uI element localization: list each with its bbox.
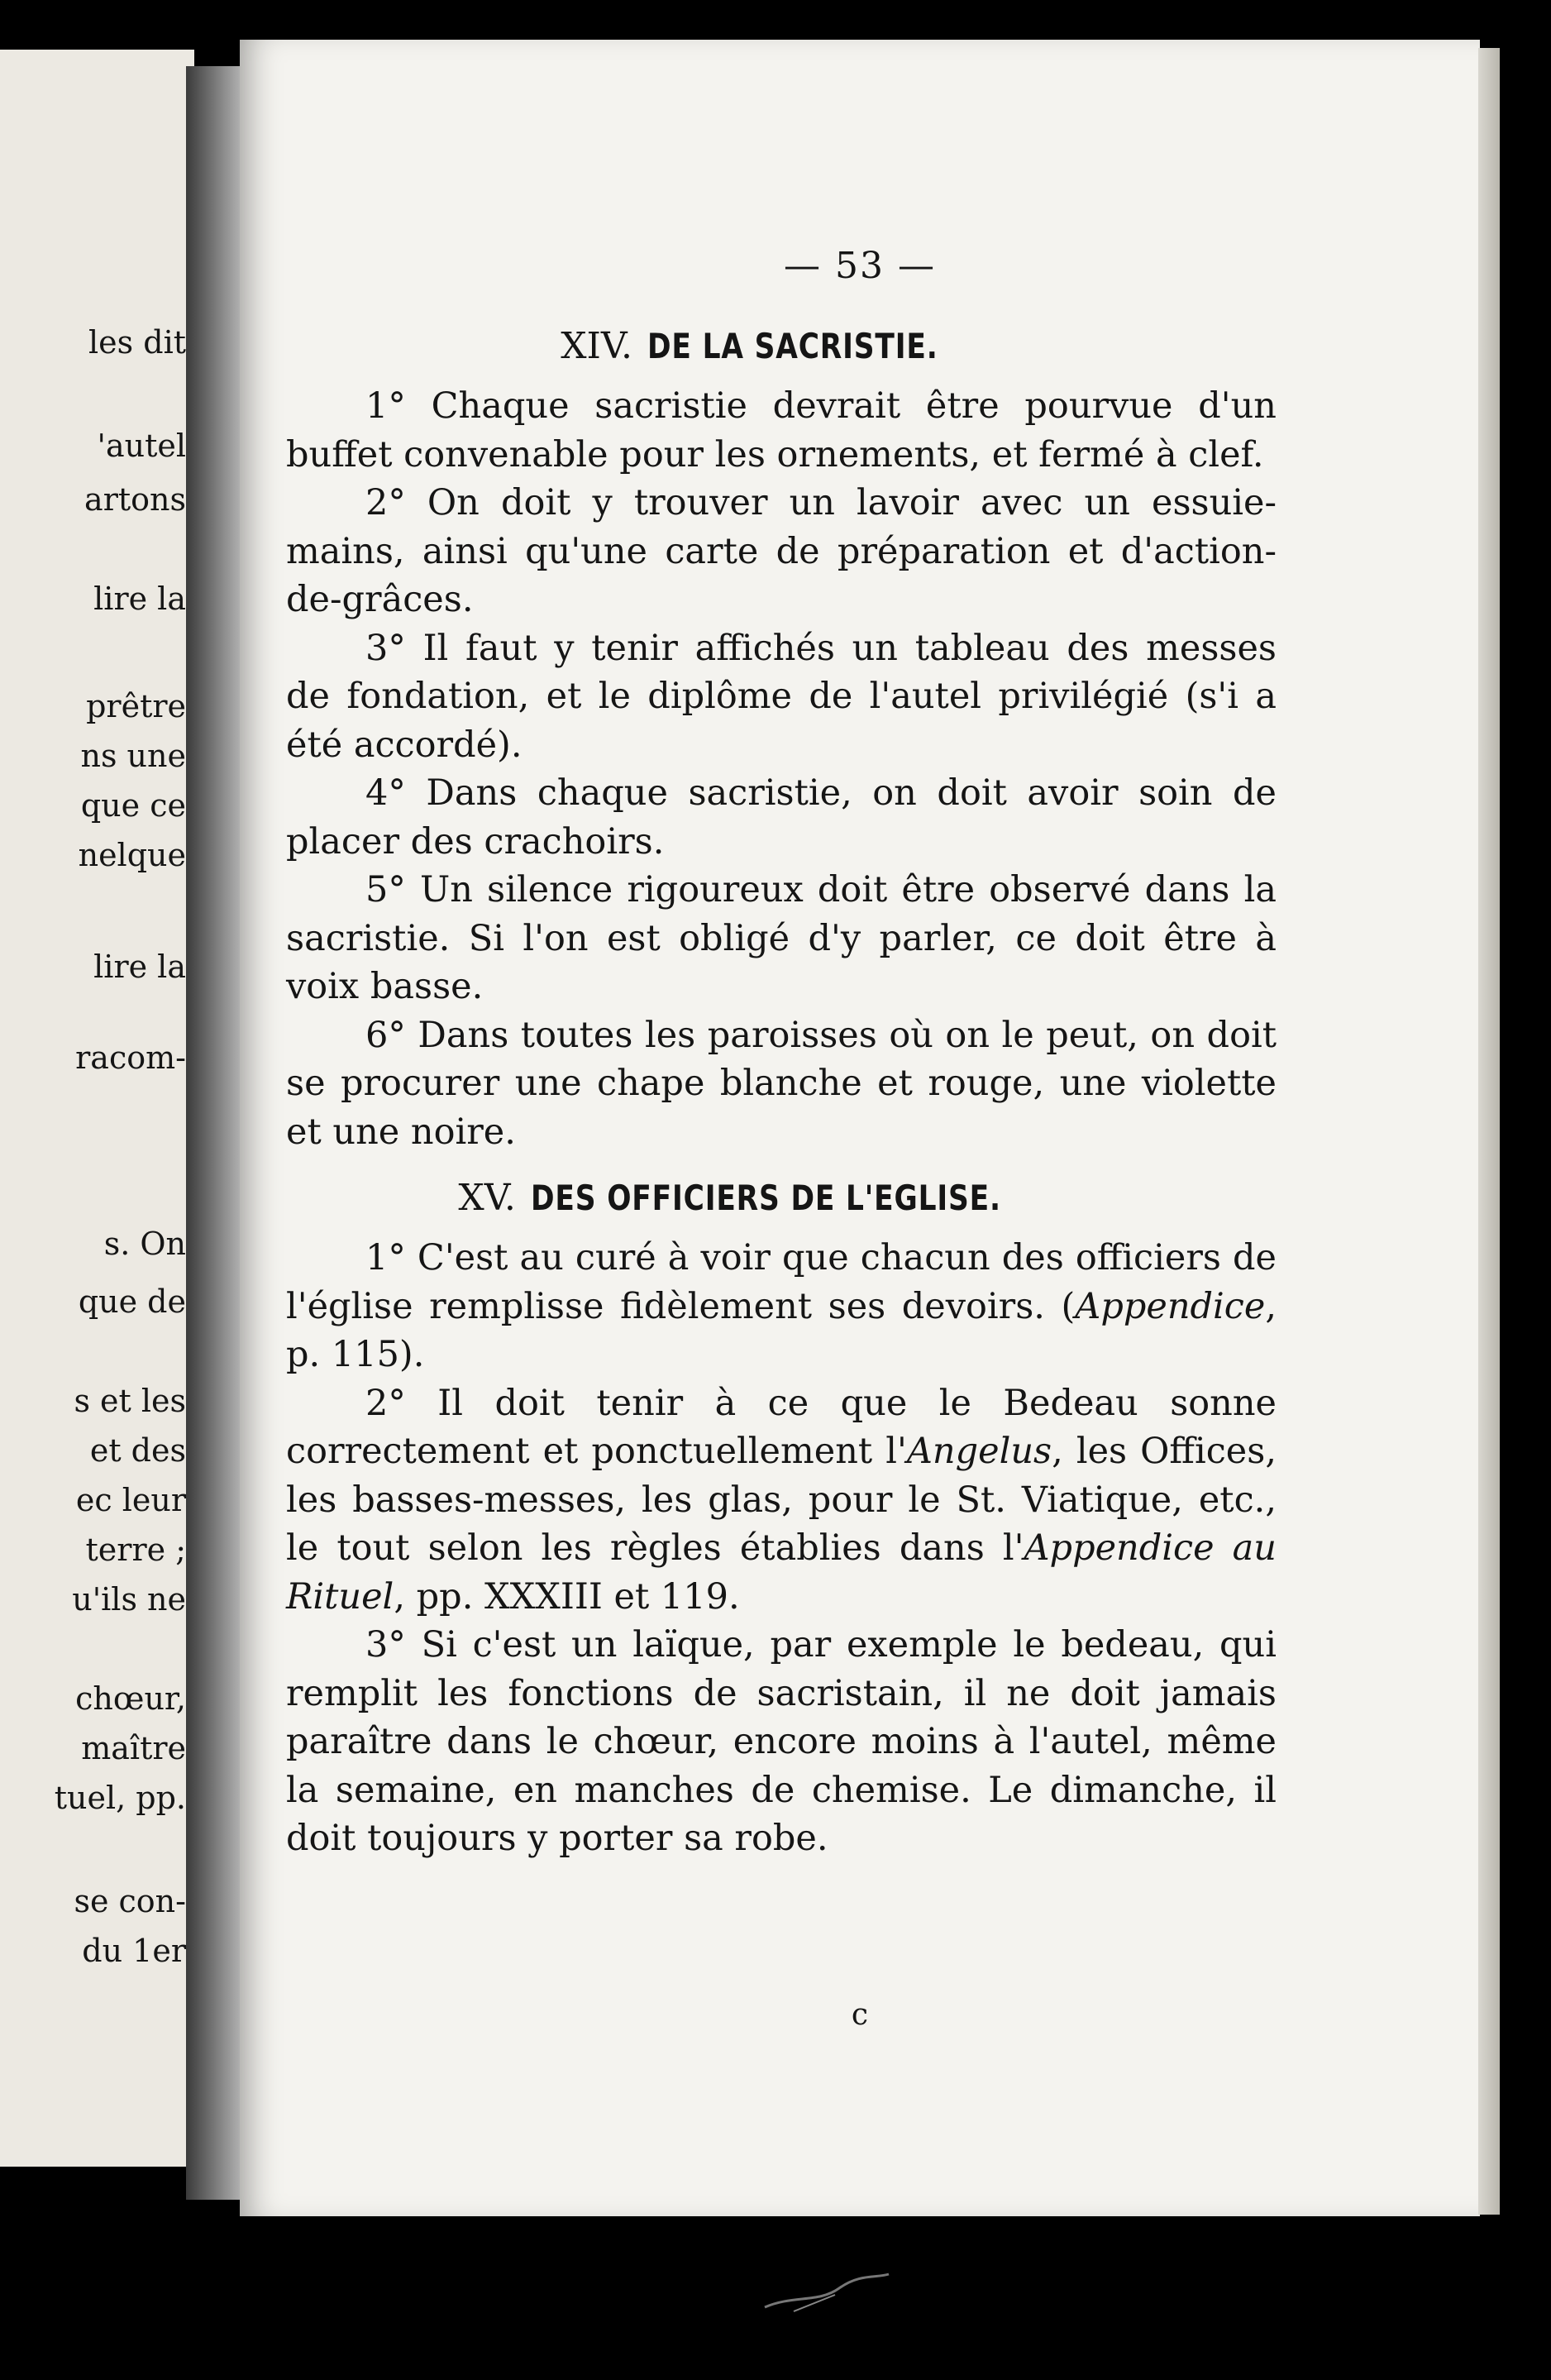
left-page-fragment: les dit xyxy=(88,324,186,361)
left-page-fragment: ns une xyxy=(80,738,186,774)
left-page-fragment: lire la xyxy=(93,581,186,617)
italic-reference: Appendice xyxy=(1075,1285,1266,1327)
paragraph: 1° Chaque sacristie devrait être pourvue d'un buffet convenable pour les ornements, et fermé à clef. xyxy=(286,385,1277,476)
paragraph-text: 1° C'est au curé à voir que chacun des officiers de l'église remplisse fidèlement ses devoirs. ( xyxy=(286,1237,1277,1327)
left-page-fragment: et des xyxy=(89,1432,186,1469)
section-number: XV. xyxy=(458,1177,516,1219)
paragraph xyxy=(286,1234,1277,1379)
section-heading-xiv xyxy=(286,321,1277,372)
left-page-fragment: que ce xyxy=(80,787,186,824)
paragraph xyxy=(286,1379,1277,1622)
paragraph: 4° Dans chaque sacristie, on doit avoir soin de placer des crachoirs. xyxy=(286,772,1277,863)
paragraph-text: , p. 115). xyxy=(286,1285,1277,1375)
paragraph: 2° On doit y trouver un lavoir avec un essuie-mains, ainsi qu'une carte de préparation et d'action-de-grâces. xyxy=(286,482,1277,620)
left-page-fragment: artons xyxy=(84,481,186,518)
left-page-fragment: 'autel xyxy=(97,428,186,464)
book-page xyxy=(240,40,1480,2216)
left-page-fragment: se con- xyxy=(74,1883,186,1919)
left-page-fragment: s. On xyxy=(103,1226,186,1262)
section-heading-xv xyxy=(286,1173,1277,1224)
paragraph: 3° Il faut y tenir affichés un tableau des messes de fondation, et le diplôme de l'autel privilégié (s'i a été accordé). xyxy=(286,627,1277,766)
left-page-fragment: que de xyxy=(78,1283,186,1320)
left-page-fragment: maître xyxy=(81,1730,186,1766)
italic-reference: Appendice au Rituel xyxy=(286,1527,1277,1618)
left-page-fragment: chœur, xyxy=(75,1680,186,1717)
left-page-fragment: s et les xyxy=(74,1383,186,1419)
paragraph-text: , pp. XXXIII et 119. xyxy=(394,1575,740,1618)
left-page-fragment: lire la xyxy=(93,949,186,985)
section-title: DES OFFICIERS DE L'EGLISE. xyxy=(530,1178,1001,1218)
pencil-scribble-mark xyxy=(761,2270,893,2320)
left-page-fragment: terre ; xyxy=(85,1532,186,1568)
paragraph: 3° Si c'est un laïque, par exemple le bedeau, qui remplit les fonctions de sacristain, il ne doit jamais paraître dans le chœur, encore moins à l'autel, même la semaine, en manches de chemise. Le dimanche, il doit toujours y porter sa robe. xyxy=(286,1624,1277,1859)
left-page-fragment: prêtre xyxy=(86,688,186,724)
paragraph: 6° Dans toutes les paroisses où on le peut, on doit se procurer une chape blanche et rouge, une violette et une noire. xyxy=(286,1014,1277,1153)
left-page-fragment: u'ils ne xyxy=(72,1581,186,1618)
page-edge xyxy=(1478,48,1500,2215)
page-content xyxy=(286,321,1277,1863)
left-page-fragment: tuel, pp. xyxy=(54,1780,186,1816)
page-number: — 53 — xyxy=(784,245,936,287)
italic-term: Angelus xyxy=(906,1431,1052,1472)
section-number: XIV. xyxy=(561,325,632,367)
left-page-fragment: racom- xyxy=(75,1039,186,1076)
left-page-fragment: ec leur xyxy=(75,1482,186,1518)
paragraph-text: , les Offices, les basses-messes, les glas, pour le St. Viatique, etc., le tout selon les règles établies dans l' xyxy=(286,1431,1277,1569)
left-page-fragment: du 1er xyxy=(82,1933,186,1969)
left-facing-page xyxy=(0,50,194,2167)
paragraph-text: 2° Il doit tenir à ce que le Bedeau sonne correctement et ponctuellement l' xyxy=(286,1382,1277,1472)
left-page-fragment: nelque xyxy=(78,837,186,873)
printer-signature-mark: c xyxy=(851,1998,869,2032)
section-title: DE LA SACRISTIE. xyxy=(647,326,938,366)
paragraph: 5° Un silence rigoureux doit être observé dans la sacristie. Si l'on est obligé d'y parler, ce doit être à voix basse. xyxy=(286,869,1277,1007)
